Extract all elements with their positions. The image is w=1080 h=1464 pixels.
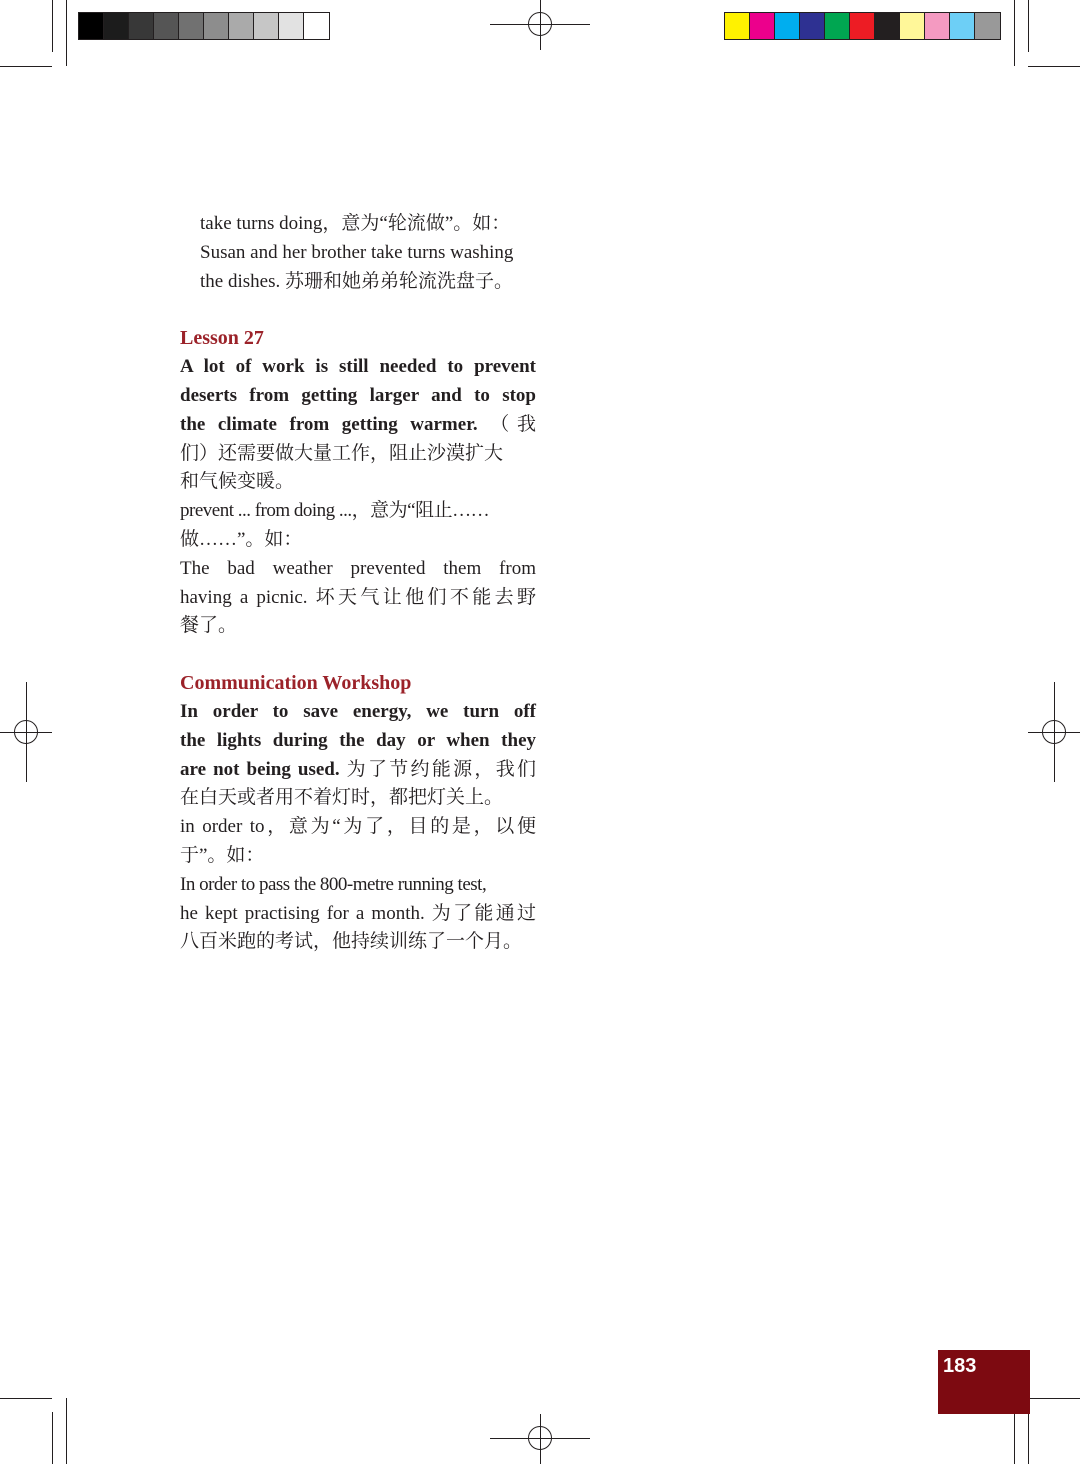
crop-mark (1028, 66, 1080, 67)
page-number: 183 (943, 1355, 977, 1377)
notes-column (180, 210, 536, 957)
crop-mark (0, 66, 52, 67)
calibration-swatch (825, 13, 850, 39)
crop-mark (0, 1398, 52, 1399)
calibration-swatch (279, 13, 304, 39)
calibration-swatch (850, 13, 875, 39)
crop-mark (1028, 1412, 1029, 1464)
communication-workshop-heading: Communication Workshop (180, 672, 412, 695)
calibration-swatch (179, 13, 204, 39)
crop-mark (52, 1412, 53, 1464)
lesson-27-heading: Lesson 27 (180, 327, 264, 350)
crop-mark (66, 1398, 67, 1464)
key-sentence-line: A lot of work is still needed to prevent (180, 356, 536, 378)
calibration-swatch (775, 13, 800, 39)
translation-start: （我 (490, 413, 537, 435)
translation-line: 们）还需要做大量工作，阻止沙漠扩大 (180, 442, 504, 464)
calibration-swatch (154, 13, 179, 39)
example-line: In order to pass the 800-metre running test, (180, 873, 487, 895)
translation-line: 在白天或者用不着灯时，都把灯关上。 (180, 787, 504, 809)
key-sentence-line (180, 756, 536, 785)
calibration-swatch (900, 13, 925, 39)
lesson-27-section (180, 324, 536, 641)
crop-mark (66, 0, 67, 66)
crop-mark (1014, 0, 1015, 66)
color-calibration-bar (724, 12, 1001, 40)
example-line: The bad weather prevented them from (180, 557, 536, 579)
calibration-swatch (129, 13, 154, 39)
calibration-swatch (79, 13, 104, 39)
intro-line: the dishes. 苏珊和她弟弟轮流洗盘子。 (200, 270, 513, 292)
registration-mark-circle (14, 720, 38, 744)
registration-mark-circle (528, 1426, 552, 1450)
calibration-swatch (229, 13, 254, 39)
intro-line: take turns doing，意为“轮流做”。如： (200, 213, 511, 234)
calibration-swatch (304, 13, 329, 39)
key-sentence-line: deserts from getting larger and to stop (180, 384, 536, 406)
crop-mark (1028, 0, 1029, 52)
calibration-swatch (975, 13, 1000, 39)
key-sentence-line: the lights during the day or when they (180, 729, 536, 751)
calibration-swatch (254, 13, 279, 39)
calibration-swatch (104, 13, 129, 39)
translation-line: 和气候变暖。 (180, 471, 295, 493)
grayscale-calibration-bar (78, 12, 330, 40)
crop-mark (1028, 1398, 1080, 1399)
calibration-swatch (725, 13, 750, 39)
key-sentence-bold: are not being used. (180, 758, 340, 780)
explanation-line: 于”。如： (180, 844, 265, 866)
page-number-tab (938, 1350, 1030, 1414)
intro-note (180, 210, 536, 296)
intro-line: Susan and her brother take turns washing (200, 241, 514, 263)
communication-workshop-section (180, 669, 536, 957)
explanation-line: in order to，意为“为了，目的是，以便 (180, 816, 536, 838)
example-line: 八百米跑的考试，他持续训练了一个月。 (180, 931, 523, 953)
calibration-swatch (750, 13, 775, 39)
key-sentence-bold: the climate from getting warmer. (180, 413, 478, 435)
explanation-line: 做……”。如： (180, 528, 303, 550)
calibration-swatch (950, 13, 975, 39)
example-line: having a picnic. 坏天气让他们不能去野 (180, 586, 536, 608)
example-line: he kept practising for a month. 为了能通过 (180, 902, 536, 924)
calibration-swatch (925, 13, 950, 39)
calibration-swatch (800, 13, 825, 39)
translation-start: 为了节约能源，我们 (346, 758, 536, 780)
explanation-line: prevent ... from doing ...，意为“阻止…… (180, 500, 490, 522)
calibration-swatch (204, 13, 229, 39)
key-sentence-line (180, 411, 536, 440)
example-line: 餐了。 (180, 615, 238, 637)
key-sentence-line: In order to save energy, we turn off (180, 700, 536, 722)
registration-mark-circle (1042, 720, 1066, 744)
calibration-swatch (875, 13, 900, 39)
registration-mark-circle (528, 12, 552, 36)
crop-mark (52, 0, 53, 52)
